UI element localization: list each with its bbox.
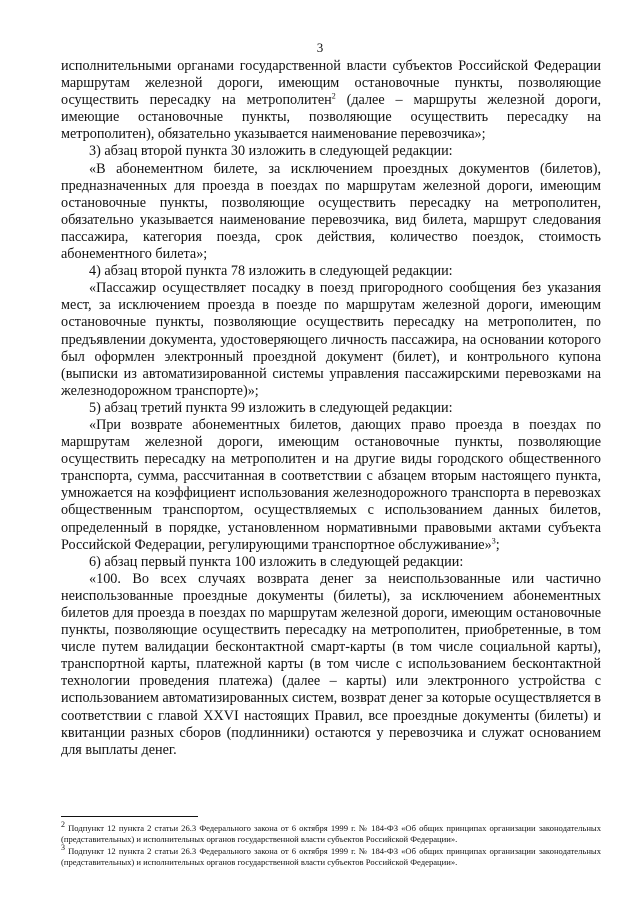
footnote-ref-3[interactable]: 3: [491, 535, 496, 545]
paragraph-9: «100. Во всех случаях возврата денег за неиспользованные или частично неиспользованные проездные документы (билеты), за исключением абонементных билетов для проезда в поездах по маршрутам железной дороги, имеющим остановочные пункты, позволяющие осуществить пересадку на метрополитен, приобретенные, в том числе путем валидации бесконтактной смарт-карты (в том числе социальной карты), транспортной карты, платежной карты (в том числе с использованием бесконтактной технологии проведения платежа) (далее – карты) или электронного устройства с использованием автоматизированных систем, возврат денег за которые осуществляется в соответствии с главой XXVI настоящих Правил, все проездные документы (билеты) и квитанции разных сборов (подлинники) остаются у перевозчика и служат основанием для выплаты денег.: [61, 570, 601, 758]
paragraph-5: «Пассажир осуществляет посадку в поезд пригородного сообщения без указания мест, за исключением проезда в поезде по маршрутам железной дороги, имеющим остановочные пункты, позволяющие осуществить пересадку на метрополитен, по предъявлении документа, удостоверяющего личность пассажира, на основании которого был оформлен электронный проездной документ (билет), и контрольного купона (выписки из автоматизированной системы управления пассажирскими перевозками на железнодорожном транспорте)»;: [61, 280, 601, 399]
page-number: 3: [316, 40, 324, 55]
body-text: [61, 58, 601, 759]
footnote-ref-2[interactable]: 2: [331, 91, 336, 101]
paragraph-tail: ;: [495, 536, 500, 553]
paragraph-1: [61, 58, 601, 143]
footnote-marker: 2: [61, 820, 65, 830]
paragraph-3: «В абонементном билете, за исключением проездных документов (билетов), предназначенных для проезда в поездах по маршрутам железной дороги, имеющим остановочные пункты, позволяющие осуществить пересадку на метрополитен, обязательно указывается наименование перевозчика, вид билета, маршрут следования пассажира, категория поезда, срок действия, количество поездок, стоимость абонементного билета»;: [61, 160, 601, 263]
paragraph-2: 3) абзац второй пункта 30 изложить в следующей редакции:: [89, 143, 453, 160]
footnotes: [61, 820, 601, 869]
footnote-3: [61, 842, 601, 869]
paragraph-text: «При возврате абонементных билетов, дающих право проезда в поездах по маршрутам железной дороги, имеющим остановочные пункты, позволяющие осуществить пересадку на метрополитен и на другие виды городского общественного транспорта, сумма, рассчитанная в соответствии с абзацем вторым настоящего пункта, умножается на коэффициент использования железнодорожного транспорта в перевозках общественным транспортом, осуществляемых с использованием данных билетов, определенный в порядке, установленном нормативными правовыми актами субъекта Российской Федерации, регулирующими транспортное обслуживание»: [61, 416, 601, 553]
footnote-marker: 3: [61, 842, 65, 852]
paragraph-7: [61, 417, 601, 554]
footnote-text: Подпункт 12 пункта 2 статьи 26.3 Федерального закона от 6 октября 1999 г. № 184-ФЗ «Об общих принципах организации законодательных (представительных) и исполнительных органов государственной власти субъектов Российской Федерации».: [61, 845, 601, 868]
paragraph-6: 5) абзац третий пункта 99 изложить в следующей редакции:: [89, 399, 453, 416]
paragraph-4: 4) абзац второй пункта 78 изложить в следующей редакции:: [89, 263, 453, 280]
footnote-text: Подпункт 12 пункта 2 статьи 26.3 Федерального закона от 6 октября 1999 г. № 184-ФЗ «Об общих принципах организации законодательных (представительных) и исполнительных органов государственной власти субъектов Российской Федерации».: [61, 823, 601, 845]
paragraph-8: 6) абзац первый пункта 100 изложить в следующей редакции:: [89, 553, 464, 570]
footnote-2: [61, 820, 601, 846]
paragraph-text: исполнительными органами государственной власти субъектов Российской Федерации маршрутам железной дороги, имеющим остановочные пункты, позволяющие осуществить пересадку на метрополитен: [61, 58, 601, 109]
paragraph-tail: (далее – маршруты железной дороги, имеющие остановочные пункты, позволяющие осуществить пересадку на метрополитен), обязательно указывается наименование перевозчика»;: [61, 92, 602, 143]
footnote-divider: [61, 816, 198, 817]
